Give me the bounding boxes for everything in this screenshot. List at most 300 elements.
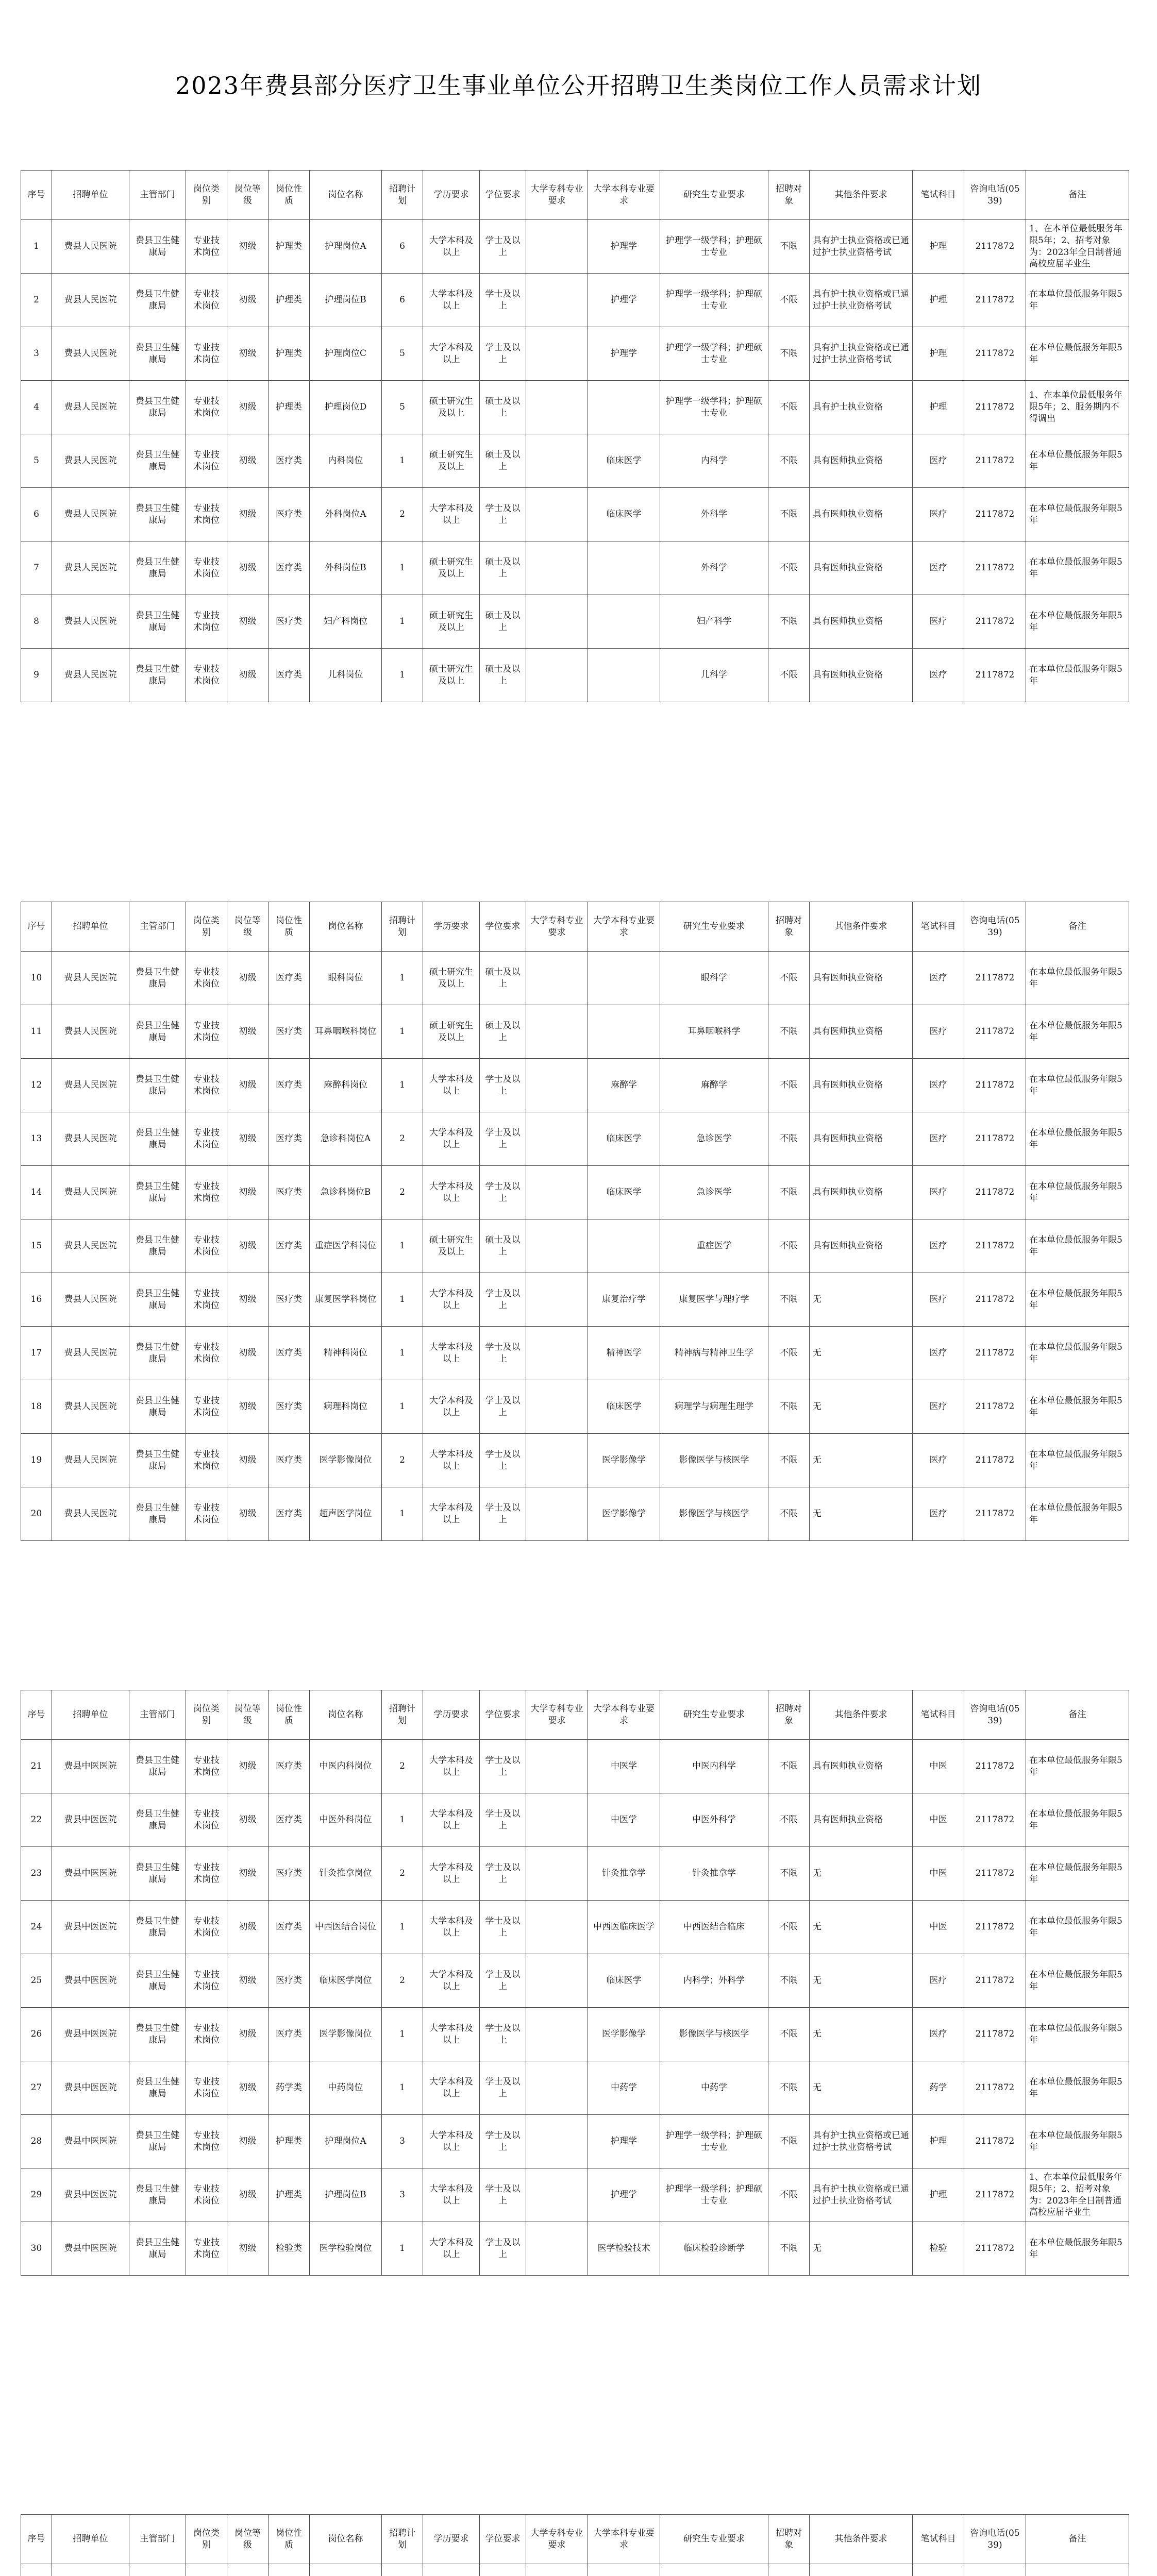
cell-postgrad-major: 外科学 [660, 541, 768, 595]
table-row [21, 381, 1129, 434]
cell-plan: 3 [382, 2115, 423, 2168]
cell-education: 大学本科及以上 [423, 1793, 480, 1847]
header-col-index: 序号 [21, 171, 52, 220]
cell-unit: 费县人民医院 [52, 381, 129, 434]
cell-level: 初级 [227, 1847, 269, 1901]
cell-degree: 硕士及以上 [480, 649, 526, 702]
cell-exam: 护理 [913, 2168, 964, 2222]
cell-note: 1、在本单位最低服务年限5年；2、服务期内不得调出 [1026, 381, 1129, 434]
cell-index: 10 [21, 952, 52, 1005]
cell-category: 专业技术岗位 [186, 2115, 227, 2168]
cell-note: 在本单位最低服务年限5年 [1026, 488, 1129, 541]
cell-dept [129, 2564, 186, 2576]
cell-index: 13 [21, 1112, 52, 1166]
cell-postgrad-major: 康复医学与理疗学 [660, 1273, 768, 1327]
cell-category: 专业技术岗位 [186, 220, 227, 274]
cell-bachelor-major [588, 1219, 660, 1273]
cell-postgrad-major: 内科学 [660, 434, 768, 488]
table-row [21, 1901, 1129, 1954]
cell-dept: 费县卫生健康局 [129, 1434, 186, 1487]
cell-target: 不限 [768, 1166, 810, 1219]
cell-plan: 6 [382, 220, 423, 274]
cell-level: 初级 [227, 327, 269, 381]
cell-target: 不限 [768, 2008, 810, 2061]
cell-college-major [526, 1901, 588, 1954]
header-col-category: 岗位类别 [186, 902, 227, 952]
cell-exam: 医疗 [913, 1219, 964, 1273]
cell-phone: 2117872 [964, 1166, 1026, 1219]
cell-dept: 费县卫生健康局 [129, 2115, 186, 2168]
header-col-bachelor-major: 大学本科专业要求 [588, 2515, 660, 2564]
cell-phone: 2117872 [964, 1793, 1026, 1847]
cell-college-major [526, 1112, 588, 1166]
cell-post: 医学检验岗位 [310, 2222, 382, 2276]
cell-level: 初级 [227, 649, 269, 702]
cell-index: 20 [21, 1487, 52, 1541]
cell-target: 不限 [768, 274, 810, 327]
cell-bachelor-major: 临床医学 [588, 488, 660, 541]
cell-dept: 费县卫生健康局 [129, 1005, 186, 1059]
cell-college-major [526, 327, 588, 381]
header-col-conditions: 其他条件要求 [810, 1690, 913, 1740]
cell-target: 不限 [768, 1847, 810, 1901]
cell-phone: 2117872 [964, 1434, 1026, 1487]
cell-index: 11 [21, 1005, 52, 1059]
cell-bachelor-major: 针灸推拿学 [588, 1847, 660, 1901]
cell-bachelor-major: 麻醉学 [588, 1059, 660, 1112]
cell-level [227, 2564, 269, 2576]
header-col-education: 学历要求 [423, 171, 480, 220]
cell-conditions: 具有护士执业资格 [810, 381, 913, 434]
cell-degree: 硕士及以上 [480, 381, 526, 434]
cell-degree: 学士及以上 [480, 327, 526, 381]
cell-nature: 医疗类 [269, 1380, 310, 1434]
cell-level: 初级 [227, 1487, 269, 1541]
cell-degree: 学士及以上 [480, 2008, 526, 2061]
cell-phone: 2117872 [964, 274, 1026, 327]
cell-index: 23 [21, 1847, 52, 1901]
cell-post: 中药岗位 [310, 2061, 382, 2115]
cell-postgrad-major: 护理学一级学科；护理硕士专业 [660, 327, 768, 381]
cell-dept: 费县卫生健康局 [129, 1059, 186, 1112]
cell-college-major [526, 649, 588, 702]
cell-dept: 费县卫生健康局 [129, 1112, 186, 1166]
cell-note: 在本单位最低服务年限5年 [1026, 2115, 1129, 2168]
cell-level: 初级 [227, 1005, 269, 1059]
cell-college-major [526, 2168, 588, 2222]
cell-education: 硕士研究生及以上 [423, 649, 480, 702]
cell-dept: 费县卫生健康局 [129, 434, 186, 488]
header-col-nature: 岗位性质 [269, 1690, 310, 1740]
cell-exam: 医疗 [913, 1166, 964, 1219]
cell-exam: 医疗 [913, 595, 964, 649]
cell-college-major [526, 2061, 588, 2115]
cell-postgrad-major: 护理学一级学科；护理硕士专业 [660, 220, 768, 274]
header-col-plan: 招聘计划 [382, 902, 423, 952]
cell-conditions: 具有医师执业资格 [810, 541, 913, 595]
cell-nature: 护理类 [269, 381, 310, 434]
table-row [21, 220, 1129, 274]
cell-index: 29 [21, 2168, 52, 2222]
cell-plan: 1 [382, 952, 423, 1005]
cell-category: 专业技术岗位 [186, 1901, 227, 1954]
cell-postgrad-major: 影像医学与核医学 [660, 2008, 768, 2061]
cell-note: 在本单位最低服务年限5年 [1026, 2008, 1129, 2061]
cell-post: 病理科岗位 [310, 1380, 382, 1434]
cell-college-major [526, 1847, 588, 1901]
cell-level: 初级 [227, 952, 269, 1005]
cell-exam: 护理 [913, 327, 964, 381]
cell-index: 21 [21, 1740, 52, 1793]
cell-conditions: 具有医师执业资格 [810, 649, 913, 702]
cell-exam: 医疗 [913, 1005, 964, 1059]
cell-phone: 2117872 [964, 2222, 1026, 2276]
cell-post: 妇产科岗位 [310, 595, 382, 649]
cell-plan: 1 [382, 1487, 423, 1541]
cell-dept: 费县卫生健康局 [129, 2061, 186, 2115]
cell-college-major [526, 2115, 588, 2168]
cell-exam: 医疗 [913, 952, 964, 1005]
cell-bachelor-major [588, 595, 660, 649]
cell-postgrad-major: 中西医结合临床 [660, 1901, 768, 1954]
cell-degree: 学士及以上 [480, 488, 526, 541]
cell-nature: 医疗类 [269, 1327, 310, 1380]
cell-unit: 费县中医医院 [52, 1740, 129, 1793]
cell-bachelor-major: 临床医学 [588, 1112, 660, 1166]
table-row [21, 1112, 1129, 1166]
cell-category: 专业技术岗位 [186, 434, 227, 488]
cell-conditions: 无 [810, 2061, 913, 2115]
cell-exam: 药学 [913, 2061, 964, 2115]
cell-degree: 学士及以上 [480, 1740, 526, 1793]
cell-education: 硕士研究生及以上 [423, 434, 480, 488]
cell-category: 专业技术岗位 [186, 1059, 227, 1112]
cell-nature: 医疗类 [269, 1793, 310, 1847]
cell-plan: 1 [382, 649, 423, 702]
cell-index: 7 [21, 541, 52, 595]
cell-note: 在本单位最低服务年限5年 [1026, 1793, 1129, 1847]
cell-education: 硕士研究生及以上 [423, 1219, 480, 1273]
cell-plan: 1 [382, 1901, 423, 1954]
cell-note [1026, 2564, 1129, 2576]
cell-category: 专业技术岗位 [186, 1273, 227, 1327]
cell-college-major [526, 1005, 588, 1059]
cell-note: 在本单位最低服务年限5年 [1026, 2061, 1129, 2115]
cell-conditions: 无 [810, 1327, 913, 1380]
cell-education: 大学本科及以上 [423, 1273, 480, 1327]
cell-unit: 费县中医医院 [52, 2115, 129, 2168]
table-row [21, 595, 1129, 649]
cell-unit: 费县人民医院 [52, 1434, 129, 1487]
header-col-postgrad-major: 研究生专业要求 [660, 2515, 768, 2564]
cell-index: 4 [21, 381, 52, 434]
cell-degree: 学士及以上 [480, 274, 526, 327]
cell-nature: 医疗类 [269, 2008, 310, 2061]
header-col-post: 岗位名称 [310, 2515, 382, 2564]
cell-phone: 2117872 [964, 1005, 1026, 1059]
cell-degree: 硕士及以上 [480, 952, 526, 1005]
cell-target: 不限 [768, 1059, 810, 1112]
cell-degree: 学士及以上 [480, 2061, 526, 2115]
cell-exam: 医疗 [913, 649, 964, 702]
cell-level: 初级 [227, 434, 269, 488]
cell-plan: 5 [382, 327, 423, 381]
cell-exam: 护理 [913, 381, 964, 434]
cell-dept: 费县卫生健康局 [129, 220, 186, 274]
cell-phone: 2117872 [964, 1327, 1026, 1380]
header-col-target: 招聘对象 [768, 1690, 810, 1740]
cell-dept: 费县卫生健康局 [129, 1901, 186, 1954]
table-row [21, 1434, 1129, 1487]
cell-note: 在本单位最低服务年限5年 [1026, 595, 1129, 649]
cell-phone: 2117872 [964, 1487, 1026, 1541]
cell-category: 专业技术岗位 [186, 274, 227, 327]
cell-bachelor-major: 精神医学 [588, 1327, 660, 1380]
cell-postgrad-major: 急诊医学 [660, 1166, 768, 1219]
cell-note: 在本单位最低服务年限5年 [1026, 274, 1129, 327]
cell-dept: 费县卫生健康局 [129, 381, 186, 434]
cell-conditions: 具有医师执业资格 [810, 1219, 913, 1273]
cell-phone: 2117872 [964, 327, 1026, 381]
cell-phone: 2117872 [964, 649, 1026, 702]
cell-education: 大学本科及以上 [423, 1166, 480, 1219]
cell-education: 大学本科及以上 [423, 1487, 480, 1541]
cell-college-major [526, 1166, 588, 1219]
cell-postgrad-major: 针灸推拿学 [660, 1847, 768, 1901]
cell-category: 专业技术岗位 [186, 1847, 227, 1901]
header-col-post: 岗位名称 [310, 902, 382, 952]
cell-education: 大学本科及以上 [423, 2061, 480, 2115]
cell-note: 在本单位最低服务年限5年 [1026, 541, 1129, 595]
cell-target: 不限 [768, 1005, 810, 1059]
cell-plan: 2 [382, 1954, 423, 2008]
cell-postgrad-major: 内科学；外科学 [660, 1954, 768, 2008]
header-col-index: 序号 [21, 2515, 52, 2564]
cell-phone: 2117872 [964, 1380, 1026, 1434]
cell-note: 在本单位最低服务年限5年 [1026, 1954, 1129, 2008]
cell-degree: 学士及以上 [480, 1327, 526, 1380]
cell-target: 不限 [768, 2061, 810, 2115]
cell-level: 初级 [227, 1901, 269, 1954]
cell-bachelor-major [588, 381, 660, 434]
cell-category: 专业技术岗位 [186, 1005, 227, 1059]
cell-category: 专业技术岗位 [186, 2061, 227, 2115]
cell-plan: 1 [382, 2061, 423, 2115]
cell-level: 初级 [227, 2115, 269, 2168]
cell-conditions: 具有护士执业资格或已通过护士执业资格考试 [810, 327, 913, 381]
cell-conditions: 具有护士执业资格或已通过护士执业资格考试 [810, 274, 913, 327]
cell-college-major [526, 2008, 588, 2061]
header-col-phone: 咨询电话(0539) [964, 171, 1026, 220]
table-row [21, 1847, 1129, 1901]
cell-unit: 费县人民医院 [52, 595, 129, 649]
cell-note: 在本单位最低服务年限5年 [1026, 1487, 1129, 1541]
cell-nature: 医疗类 [269, 649, 310, 702]
cell-exam: 检验 [913, 2222, 964, 2276]
cell-conditions: 无 [810, 1954, 913, 2008]
header-col-bachelor-major: 大学本科专业要求 [588, 902, 660, 952]
cell-nature [269, 2564, 310, 2576]
header-col-level: 岗位等级 [227, 2515, 269, 2564]
cell-conditions: 具有医师执业资格 [810, 434, 913, 488]
header-col-conditions: 其他条件要求 [810, 902, 913, 952]
table-row [21, 1954, 1129, 2008]
cell-college-major [526, 595, 588, 649]
cell-dept: 费县卫生健康局 [129, 1327, 186, 1380]
cell-phone: 2117872 [964, 1740, 1026, 1793]
cell-exam: 医疗 [913, 1380, 964, 1434]
cell-nature: 药学类 [269, 2061, 310, 2115]
cell-note: 在本单位最低服务年限5年 [1026, 327, 1129, 381]
cell-plan: 1 [382, 1059, 423, 1112]
cell-index: 12 [21, 1059, 52, 1112]
cell-level: 初级 [227, 220, 269, 274]
cell-level: 初级 [227, 1380, 269, 1434]
cell-level: 初级 [227, 1434, 269, 1487]
cell-bachelor-major: 护理学 [588, 2168, 660, 2222]
cell-phone [964, 2564, 1026, 2576]
header-col-degree: 学位要求 [480, 171, 526, 220]
cell-unit: 费县人民医院 [52, 649, 129, 702]
header-col-unit: 招聘单位 [52, 902, 129, 952]
header-col-index: 序号 [21, 1690, 52, 1740]
cell-post: 护理岗位D [310, 381, 382, 434]
cell-phone: 2117872 [964, 220, 1026, 274]
cell-target: 不限 [768, 649, 810, 702]
cell-category: 专业技术岗位 [186, 541, 227, 595]
cell-degree: 学士及以上 [480, 2222, 526, 2276]
cell-index: 24 [21, 1901, 52, 1954]
table-row [21, 2115, 1129, 2168]
header-col-plan: 招聘计划 [382, 2515, 423, 2564]
cell-postgrad-major: 护理学一级学科；护理硕士专业 [660, 274, 768, 327]
cell-index: 16 [21, 1273, 52, 1327]
cell-bachelor-major: 康复治疗学 [588, 1273, 660, 1327]
header-col-unit: 招聘单位 [52, 2515, 129, 2564]
cell-post: 儿科岗位 [310, 649, 382, 702]
cell-college-major [526, 1954, 588, 2008]
table-row [21, 1219, 1129, 1273]
cell-index: 9 [21, 649, 52, 702]
header-col-college-major: 大学专科专业要求 [526, 2515, 588, 2564]
cell-bachelor-major: 临床医学 [588, 1380, 660, 1434]
cell-unit: 费县人民医院 [52, 1059, 129, 1112]
header-col-degree: 学位要求 [480, 902, 526, 952]
cell-postgrad-major: 急诊医学 [660, 1112, 768, 1166]
cell-note: 在本单位最低服务年限5年 [1026, 1059, 1129, 1112]
cell-nature: 医疗类 [269, 1166, 310, 1219]
cell-phone: 2117872 [964, 1219, 1026, 1273]
cell-college-major [526, 220, 588, 274]
header-col-post: 岗位名称 [310, 1690, 382, 1740]
cell-bachelor-major: 医学影像学 [588, 1487, 660, 1541]
cell-education: 硕士研究生及以上 [423, 381, 480, 434]
cell-exam: 中医 [913, 1793, 964, 1847]
cell-education: 大学本科及以上 [423, 274, 480, 327]
cell-unit: 费县中医医院 [52, 2061, 129, 2115]
header-col-target: 招聘对象 [768, 171, 810, 220]
cell-plan: 2 [382, 1166, 423, 1219]
cell-phone: 2117872 [964, 1847, 1026, 1901]
cell-bachelor-major: 临床医学 [588, 1954, 660, 2008]
cell-exam: 中医 [913, 1901, 964, 1954]
cell-degree: 硕士及以上 [480, 541, 526, 595]
table-row [21, 2564, 1129, 2576]
cell-target: 不限 [768, 220, 810, 274]
cell-dept: 费县卫生健康局 [129, 488, 186, 541]
cell-unit: 费县中医医院 [52, 2168, 129, 2222]
cell-nature: 护理类 [269, 274, 310, 327]
cell-category: 专业技术岗位 [186, 1487, 227, 1541]
cell-postgrad-major: 中医内科学 [660, 1740, 768, 1793]
cell-unit: 费县人民医院 [52, 1005, 129, 1059]
cell-nature: 护理类 [269, 327, 310, 381]
cell-bachelor-major [588, 649, 660, 702]
cell-conditions: 具有医师执业资格 [810, 1793, 913, 1847]
cell-exam: 医疗 [913, 2008, 964, 2061]
cell-target: 不限 [768, 541, 810, 595]
cell-bachelor-major: 临床医学 [588, 1166, 660, 1219]
cell-education: 大学本科及以上 [423, 1434, 480, 1487]
cell-nature: 医疗类 [269, 541, 310, 595]
cell-phone: 2117872 [964, 488, 1026, 541]
cell-conditions: 具有护士执业资格或已通过护士执业资格考试 [810, 2168, 913, 2222]
cell-bachelor-major: 中药学 [588, 2061, 660, 2115]
cell-nature: 医疗类 [269, 434, 310, 488]
cell-unit: 费县人民医院 [52, 1166, 129, 1219]
cell-dept: 费县卫生健康局 [129, 1273, 186, 1327]
cell-bachelor-major: 医学影像学 [588, 2008, 660, 2061]
cell-note: 在本单位最低服务年限5年 [1026, 1740, 1129, 1793]
cell-exam: 护理 [913, 274, 964, 327]
cell-target [768, 2564, 810, 2576]
cell-unit: 费县人民医院 [52, 541, 129, 595]
cell-level: 初级 [227, 1327, 269, 1380]
cell-exam: 医疗 [913, 1059, 964, 1112]
header-col-level: 岗位等级 [227, 1690, 269, 1740]
cell-target: 不限 [768, 434, 810, 488]
cell-nature: 医疗类 [269, 1005, 310, 1059]
cell-phone: 2117872 [964, 595, 1026, 649]
cell-level: 初级 [227, 1954, 269, 2008]
cell-nature: 护理类 [269, 2168, 310, 2222]
header-col-phone: 咨询电话(0539) [964, 2515, 1026, 2564]
table-row [21, 649, 1129, 702]
cell-college-major [526, 1327, 588, 1380]
cell-target: 不限 [768, 1112, 810, 1166]
recruitment-table-2 [21, 902, 1129, 1541]
cell-nature: 医疗类 [269, 952, 310, 1005]
header-col-college-major: 大学专科专业要求 [526, 171, 588, 220]
table-row [21, 1327, 1129, 1380]
cell-target: 不限 [768, 1793, 810, 1847]
cell-college-major [526, 1219, 588, 1273]
cell-college-major [526, 541, 588, 595]
cell-unit: 费县中医医院 [52, 2222, 129, 2276]
cell-conditions: 具有医师执业资格 [810, 1112, 913, 1166]
cell-education: 大学本科及以上 [423, 1327, 480, 1380]
cell-post: 中西医结合岗位 [310, 1901, 382, 1954]
cell-dept: 费县卫生健康局 [129, 1487, 186, 1541]
cell-level: 初级 [227, 381, 269, 434]
cell-category: 专业技术岗位 [186, 1793, 227, 1847]
cell-exam: 医疗 [913, 1487, 964, 1541]
cell-dept: 费县卫生健康局 [129, 1380, 186, 1434]
table-row [21, 488, 1129, 541]
cell-dept: 费县卫生健康局 [129, 541, 186, 595]
cell-bachelor-major: 中医学 [588, 1740, 660, 1793]
cell-level: 初级 [227, 1273, 269, 1327]
